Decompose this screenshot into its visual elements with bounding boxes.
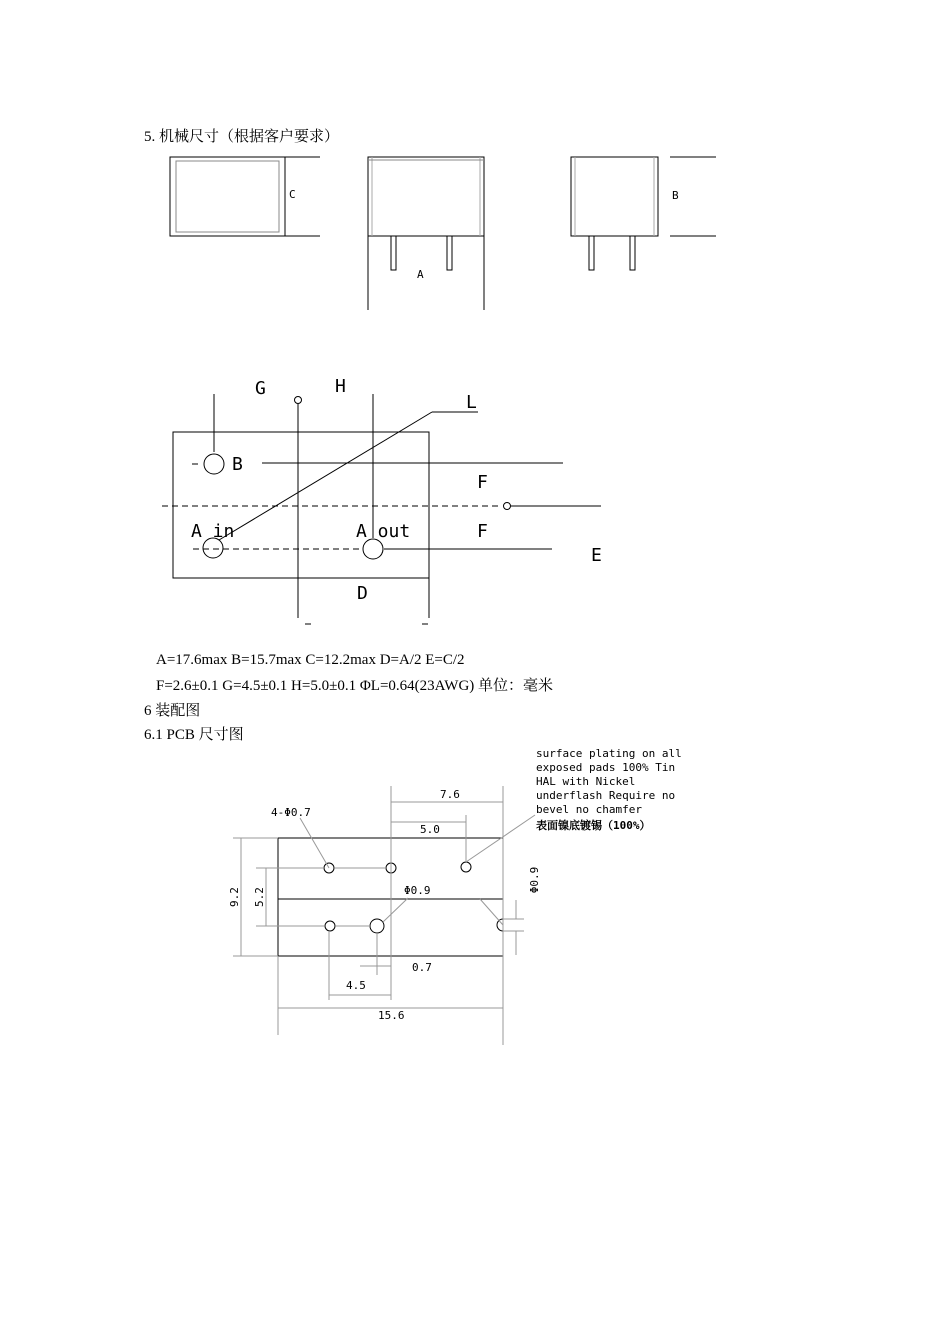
dim-15-6: 15.6	[378, 1009, 405, 1022]
section-5-title: 5. 机械尺寸（根据客户要求）	[144, 129, 340, 145]
label-b: B	[232, 454, 243, 475]
label-h: H	[335, 376, 346, 397]
dim-0-7: 0.7	[412, 961, 432, 974]
dimensions-line-1: A=17.6max B=15.7max C=12.2max D=A/2 E=C/2	[156, 652, 465, 668]
hole-bottom-2	[370, 919, 384, 933]
pcb-note-line-4: underflash Require no	[536, 789, 676, 802]
label-a-out: A out	[356, 521, 411, 542]
pcb-note-line-1: surface plating on all	[536, 747, 682, 760]
label-e: E	[591, 545, 602, 566]
label-a-in: A in	[191, 521, 235, 542]
label-f-top: F	[477, 472, 488, 493]
pcb-note-line-2: exposed pads 100% Tin	[536, 761, 676, 774]
dim-9-2: 9.2	[228, 887, 241, 907]
pcb-note-line-6: 表面镍底镀锡（100%）	[536, 819, 651, 832]
dim-5-2: 5.2	[253, 887, 266, 907]
hole-top-3	[461, 862, 471, 872]
label-l: L	[466, 392, 477, 413]
section-6-1-title: 6.1 PCB 尺寸图	[144, 727, 244, 743]
label-a: A	[417, 268, 424, 281]
hole-bottom-1	[325, 921, 335, 931]
pcb-note-line-5: bevel no chamfer	[536, 803, 642, 816]
dim-7-6: 7.6	[440, 788, 460, 801]
section-6-title: 6 装配图	[144, 703, 201, 719]
label-4-holes: 4-Φ0.7	[271, 806, 311, 819]
label-g: G	[255, 378, 266, 399]
label-c: C	[289, 188, 296, 201]
dim-5-0: 5.0	[420, 823, 440, 836]
side-half-hole	[497, 919, 503, 931]
dim-4-5: 4.5	[346, 979, 366, 992]
pcb-note-line-3: HAL with Nickel	[536, 775, 636, 788]
label-hole-phi-0-9: Φ0.9	[404, 884, 431, 897]
label-f-bottom: F	[477, 521, 488, 542]
label-side-phi-0-9: Φ0.9	[528, 866, 541, 894]
label-d: D	[357, 583, 368, 604]
label-b: B	[672, 189, 679, 202]
dimensions-line-2: F=2.6±0.1 G=4.5±0.1 H=5.0±0.1 ΦL=0.64(23AWG) 单位：毫米	[156, 678, 554, 694]
